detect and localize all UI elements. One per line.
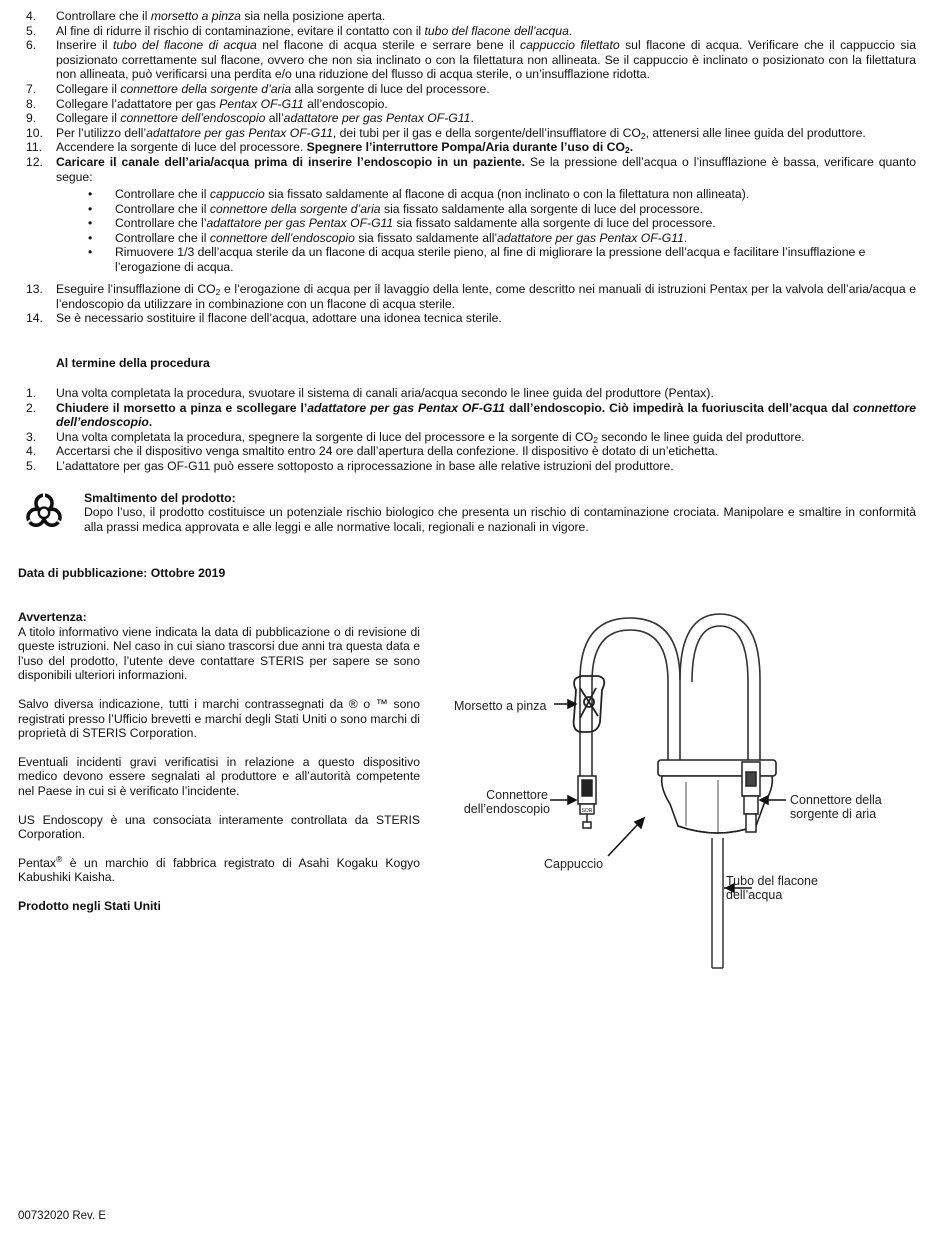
- text-run: Collegare il: [56, 111, 121, 126]
- text-run: 2: [593, 434, 598, 445]
- notice-paragraph-5: [18, 853, 420, 885]
- notice-paragraph-2: Salvo diversa indicazione, tutti i marchi contrassegnati da ® o ™ sono registrati presso l’Ufficio brevetti e marchi degli Stati Uniti o sono marchi di proprietà di STERIS Corporation.: [18, 696, 420, 741]
- text-run: .: [470, 111, 474, 126]
- publication-date: Data di pubblicazione: Ottobre 2019: [18, 566, 226, 580]
- text-run: Inserire il: [56, 38, 113, 53]
- list-item-number: 9.: [26, 111, 37, 126]
- label-cap: Cappuccio: [544, 857, 604, 871]
- text-run: all’endoscopio.: [303, 96, 388, 111]
- text-run: sia fissato saldamente alla sorgente di luce del processore.: [380, 201, 704, 216]
- registered-mark: ®: [55, 853, 63, 864]
- label-scope-connector-2: dell’endoscopio: [463, 802, 550, 816]
- notice-title: Avvertenza:: [18, 610, 87, 624]
- bullet-dot-icon: •: [88, 201, 93, 216]
- list-item: [18, 311, 916, 326]
- text-run: adattatore per gas Pentax OF-G11: [146, 125, 333, 140]
- text-run: e l’erogazione di acqua per il lavaggio della lente, come descritto nei manuali di istruzioni Pentax per la valvola dell’aria/acqua e l’endoscopio da utilizzare in combinazione con un flacone di acqua sterile.: [56, 282, 916, 311]
- notice-paragraph-4: US Endoscopy è una consociata interamente controllata da STERIS Corporation.: [18, 812, 420, 842]
- text-run: connettore della sorgente d’aria: [209, 201, 381, 216]
- bullet-item: [56, 216, 916, 231]
- list-item: [18, 126, 916, 141]
- text-run: secondo le linee guida del produttore.: [597, 429, 805, 444]
- text-run: .: [568, 23, 573, 38]
- list-item-number: 7.: [26, 81, 37, 96]
- list-item: [18, 430, 916, 445]
- clamp-part: [574, 676, 605, 732]
- list-item-number: 4.: [26, 9, 37, 23]
- list-item-number: 1.: [26, 386, 37, 400]
- list-item-number: 8.: [26, 96, 37, 111]
- text-run: connettore della sorgente d’aria: [120, 81, 292, 96]
- list-item-number: 5.: [26, 458, 37, 473]
- bullet-item: [56, 202, 916, 217]
- text-run: sia fissato saldamente all’: [354, 230, 498, 245]
- text-run: Controllare che il: [115, 201, 210, 216]
- list-item: [18, 140, 916, 155]
- bullet-item: [56, 231, 916, 246]
- text-run: adattatore per gas Pentax OF-G11: [497, 230, 684, 245]
- text-run: Pentax OF-G11: [219, 96, 304, 111]
- text-run: , dei tubi per il gas e della sorgente/dell’insufflatore di CO: [332, 125, 641, 140]
- text-run: sul flacone di acqua. Verificare che il cappuccio sia posizionato correttamente sul flacone, ovvero che non sia inclinato o con la filettatura non allineata. Se il cappuccio è inclinato o posizionato con la filettatura non allineata, può verificarsi una perdita e/o una riduzione del flusso di acqua sterile, o un’insufflazione ridotta.: [56, 38, 916, 82]
- text-run: all’: [265, 111, 284, 126]
- label-tube-2: dell’acqua: [726, 888, 783, 902]
- text-run: 2: [640, 130, 646, 141]
- text-run: tubo del flacone dell’acqua: [424, 23, 569, 38]
- text-run: 2: [624, 145, 630, 156]
- text-run: Eseguire l’insufflazione di CO: [56, 282, 216, 296]
- list-item: [18, 9, 916, 24]
- steps-list-b: [18, 282, 916, 326]
- text-run: Accendere la sorgente di luce del processore.: [56, 140, 307, 155]
- text-run: Collegare l’adattatore per gas: [56, 96, 220, 111]
- text-run: Per l’utilizzo dell’: [56, 125, 147, 140]
- text-run: connettore dell’endoscopio: [209, 230, 355, 245]
- text-run: cappuccio filettato: [519, 38, 620, 53]
- notice-paragraph-3: Eventuali incidenti gravi verificatisi in relazione a questo dispositivo medico devono essere segnalati al produttore e all’autorità competente nel Paese in cui si è verificato l’incidente.: [18, 754, 420, 798]
- text-run: Controllare che il: [56, 9, 151, 23]
- list-item: [18, 82, 916, 97]
- text-run: connettore dell’endoscopio: [120, 111, 266, 126]
- bullet-dot-icon: •: [88, 187, 93, 201]
- text-run: Controllare che l’: [115, 216, 207, 231]
- text-run: tubo del flacone di acqua: [112, 38, 257, 53]
- list-item-number: 10.: [26, 125, 43, 140]
- text-run: Accertarsi che il dispositivo venga smaltito entro 24 ore dall’apertura della confezione. Il dispositivo è dotato di un’etichetta.: [56, 444, 718, 459]
- connector-mark-text: SOR: [581, 808, 593, 814]
- pentax-trademark: Pentax: [18, 855, 56, 870]
- made-in-usa: Prodotto negli Stati Uniti: [18, 898, 161, 913]
- text-run: .: [629, 140, 634, 155]
- text-run: Rimuovere 1/3 dell’acqua sterile da un flacone di acqua sterile pieno, al fine di migliorare la pressione dell’acqua e facilitare l’insufflazione e l’erogazione di acqua.: [115, 245, 866, 274]
- document-code: 00732020 Rev. E: [18, 1210, 107, 1222]
- list-item: [18, 24, 916, 39]
- list-item-number: 6.: [26, 38, 37, 53]
- text-run: nel flacone di acqua sterile e serrare bene il: [256, 38, 520, 53]
- biohazard-icon: [24, 492, 64, 532]
- label-air-connector-2: sorgente di aria: [790, 807, 877, 821]
- list-item-number: 14.: [26, 311, 43, 326]
- list-item-number: 4.: [26, 444, 37, 459]
- water-tube-part: [712, 838, 723, 968]
- list-item-number: 2.: [26, 400, 37, 415]
- text-run: Se è necessario sostituire il flacone dell’acqua, adottare una idonea tecnica sterile.: [56, 311, 502, 326]
- text-run: Una volta completata la procedura, spegnere la sorgente di luce del processore e la sorgente di CO: [56, 429, 594, 444]
- list-item-number: 3.: [26, 429, 37, 444]
- list-item: [18, 38, 916, 82]
- text-run: alla sorgente di luce del processore.: [291, 81, 490, 96]
- text-run: Al fine di ridurre il rischio di contaminazione, evitare il contatto con il: [56, 23, 425, 38]
- text-run: 2: [215, 287, 221, 297]
- label-scope-connector-1: Connettore: [486, 788, 548, 802]
- list-item: [18, 459, 916, 474]
- notice-paragraph-1: A titolo informativo viene indicata la data di pubblicazione o di revisione di queste istruzioni. Nel caso in cui siano trascorsi due anni tra questa data e l’uso del prodotto, l’utente deve contattare STERIS per sapere se sono disponibili ulteriori informazioni.: [18, 624, 420, 683]
- end-section-heading: Al termine della procedura: [56, 356, 210, 370]
- text-run: sia fissato saldamente al flacone di acqua (non inclinato o con la filettatura non allineata).: [264, 187, 750, 201]
- list-item: [18, 401, 916, 430]
- text-run: Spegnere l’interruttore Pompa/Aria durante l’uso di CO: [306, 140, 625, 155]
- text-run: Chiudere il morsetto a pinza e scollegare l’: [56, 400, 308, 415]
- list-item-number: 13.: [26, 282, 43, 296]
- text-run: .: [148, 415, 153, 430]
- scope-connector-part: [578, 776, 596, 828]
- label-air-connector-1: Connettore della: [790, 793, 882, 807]
- bullet-item: [56, 187, 916, 202]
- bullet-dot-icon: •: [88, 216, 93, 231]
- text-run: adattatore per gas Pentax OF-G11: [307, 400, 506, 415]
- check-bullet-list: [56, 187, 916, 275]
- list-item-number: 12.: [26, 154, 43, 169]
- text-run: .: [683, 230, 688, 245]
- text-run: Controllare che il: [115, 187, 210, 201]
- bullet-dot-icon: •: [88, 245, 93, 260]
- text-run: morsetto a pinza: [150, 9, 241, 23]
- list-item: [18, 282, 916, 311]
- list-item: [18, 97, 916, 112]
- text-run: cappuccio: [209, 187, 265, 201]
- text-run: Una volta completata la procedura, svuotare il sistema di canali aria/acqua secondo le linee guida del produttore (Pentax).: [56, 386, 714, 400]
- text-run: Controllare che il: [115, 230, 210, 245]
- list-item: [18, 111, 916, 126]
- text-run: Collegare il: [56, 81, 121, 96]
- list-item: [18, 386, 916, 401]
- text-run: adattatore per gas Pentax OF-G11: [206, 216, 394, 231]
- list-item-number: 11.: [26, 140, 43, 155]
- text-run: dall’endoscopio. Ciò impedirà la fuoriuscita dell’acqua dal: [505, 400, 853, 415]
- product-diagram: [440, 590, 910, 1000]
- text-run: L’adattatore per gas OF-G11 può essere sottoposto a riprocessazione in base alle relative istruzioni del produttore.: [56, 458, 674, 473]
- disposal-title: Smaltimento del prodotto:: [84, 491, 236, 505]
- text-run: Se la pressione dell’acqua o l’insufflazione è bassa, verificare quanto segue:: [56, 154, 916, 184]
- text-run: sia nella posizione aperta.: [240, 9, 386, 23]
- bullet-item: [56, 245, 916, 274]
- text-run: adattatore per gas Pentax OF-G11: [283, 111, 471, 126]
- list-item: [18, 444, 916, 459]
- list-item-number: 5.: [26, 23, 37, 38]
- list-item: [18, 155, 916, 184]
- text-run: sia fissato saldamente alla sorgente di luce del processore.: [393, 216, 716, 231]
- pentax-trademark-text: è un marchio di fabbrica registrato di Asahi Kogaku Kogyo Kabushiki Kaisha.: [18, 855, 420, 885]
- notice-block: [18, 610, 420, 914]
- disposal-text: Dopo l’uso, il prodotto costituisce un potenziale rischio biologico che presenta un rischio di contaminazione crociata. Manipolare e smaltire in conformità alla prassi medica approvata e alle leggi e alle normative locali, regionali e nazionali in vigore.: [84, 505, 916, 534]
- bullet-dot-icon: •: [88, 230, 93, 245]
- label-clamp: Morsetto a pinza: [454, 699, 547, 713]
- text-run: connettore dell’endoscopio: [56, 400, 916, 430]
- text-run: Caricare il canale dell’aria/acqua prima di inserire l’endoscopio in un paziente.: [56, 154, 525, 169]
- text-run: , attenersi alle linee guida del produttore.: [645, 125, 866, 140]
- label-tube-1: Tubo del flacone: [726, 874, 818, 888]
- steps-list-a: [18, 9, 916, 184]
- end-steps-list: [18, 386, 916, 474]
